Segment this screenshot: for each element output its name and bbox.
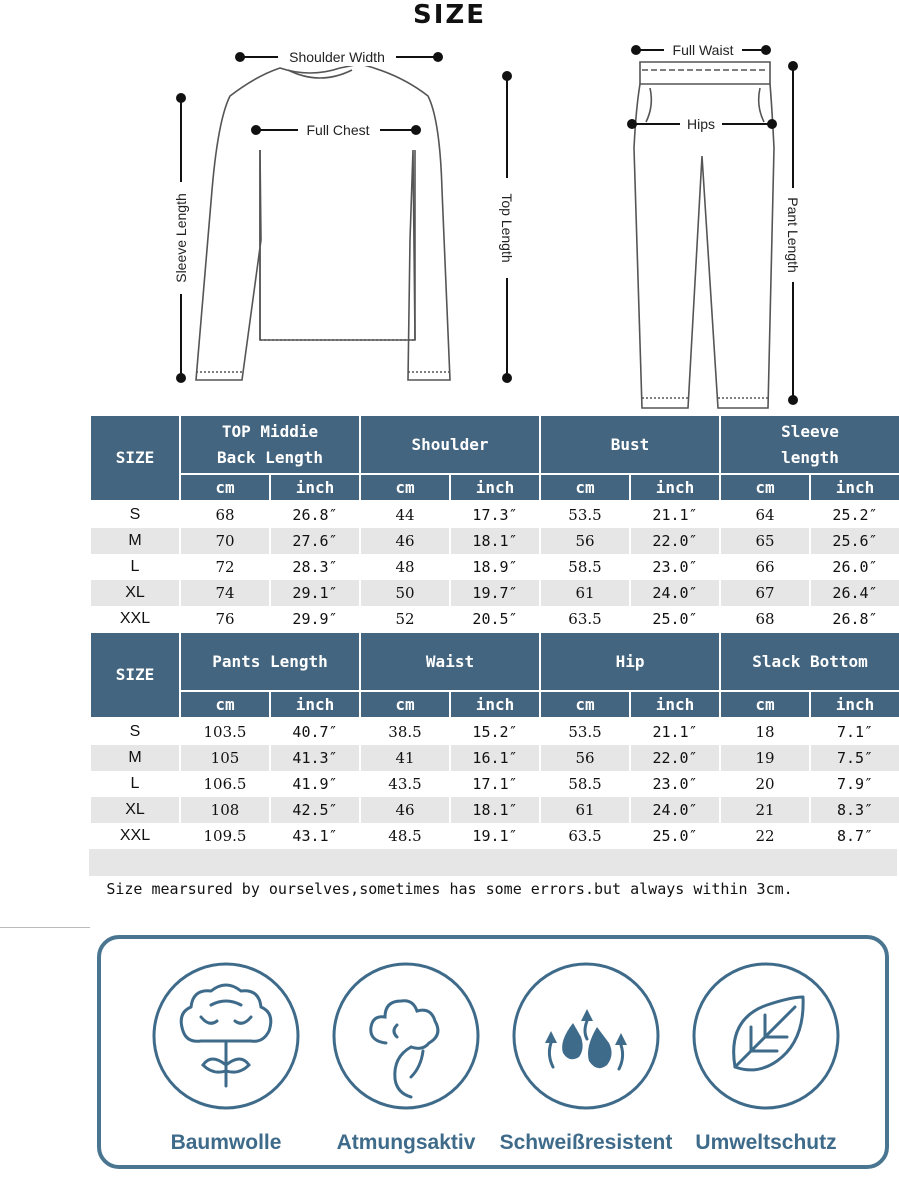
shoulder-width-marker [235,46,443,66]
waist-header: Waist [361,633,539,692]
feature-panel [97,935,889,1169]
pants-length-header: Pants Length [181,633,359,692]
top-measurement-diagram [160,40,530,400]
divider [0,927,90,928]
table-row: XXL 109.5 43.1″ 48.5 19.1″ 63.5 25.0″ 22 8.7″ [119,827,874,845]
unit-cm: cm [181,475,269,502]
top-length-marker [497,71,517,383]
feature-label: Schweißresistent [499,1131,673,1154]
table-row: S 103.5 40.7″ 38.5 15.2″ 53.5 21.1″ 18 7.1″ [129,723,874,741]
unit-inch: inch [631,475,719,502]
feature-sweat-resistant [499,961,673,1161]
pant-length-marker [783,61,803,405]
top-length-label: Top Length [499,193,515,263]
table-row: M 105 41.3″ 41 16.1″ 56 22.0″ 19 7.5″ [91,745,899,771]
unit-inch: inch [271,475,359,502]
sleeve-length-label: Sleeve Length [173,193,189,283]
unit-cm: cm [721,475,809,502]
unit-cm: cm [541,475,629,502]
hips-label: Hips [686,116,716,132]
shoulder-header: Shoulder [361,416,539,475]
unit-cm: cm [361,475,449,502]
shoulder-width-label: Shoulder Width [289,49,385,65]
full-waist-label: Full Waist [672,42,734,58]
size-header: SIZE [91,633,179,719]
bust-header: Bust [541,416,719,475]
unit-inch: inch [271,692,359,719]
unit-cm: cm [721,692,809,719]
hip-header: Hip [541,633,719,692]
table-row: L 72 28.3″ 48 18.9″ 58.5 23.0″ 66 26.0″ [130,558,878,576]
feature-label: Baumwolle [170,1131,282,1154]
table-row: L 106.5 41.9″ 43.5 17.1″ 58.5 23.0″ 20 7.9″ [130,775,874,793]
sweat-resistant-icon [511,961,661,1111]
feature-eco [691,961,841,1161]
unit-cm: cm [181,692,269,719]
table-row: S 68 26.8″ 44 17.3″ 53.5 21.1″ 64 25.2″ [129,506,878,524]
feature-label: Umweltschutz [695,1131,837,1154]
unit-cm: cm [541,692,629,719]
sleeve-length-marker [171,93,191,383]
feature-cotton [151,961,301,1161]
full-waist-marker [631,40,771,60]
hips-marker [627,114,777,134]
table-spacer-row [89,849,897,876]
unit-cm: cm [361,692,449,719]
feature-label: Atmungsaktiv [336,1131,476,1154]
unit-inch: inch [811,475,899,502]
top-size-table [89,416,899,632]
table-row: XL 108 42.5″ 46 18.1″ 61 24.0″ 21 8.3″ [91,797,899,823]
full-chest-marker [251,120,421,140]
pant-length-label: Pant Length [785,197,801,273]
unit-inch: inch [451,692,539,719]
breathable-icon [331,961,481,1111]
feature-breathable [331,961,481,1161]
top-length-header: TOP Middie Back Length [181,416,359,475]
table-row: M 70 27.6″ 46 18.1″ 56 22.0″ 65 25.6″ [91,528,899,554]
sleeve-header: Sleeve length [721,416,899,475]
full-chest-label: Full Chest [306,122,370,138]
table-row: XL 74 29.1″ 50 19.7″ 61 24.0″ 67 26.4″ [91,580,899,606]
page-title: SIZE [412,0,486,30]
slack-bottom-header: Slack Bottom [721,633,899,692]
pants-size-table [89,633,899,849]
cotton-icon [151,961,301,1111]
leaf-icon [691,961,841,1111]
unit-inch: inch [631,692,719,719]
pants-measurement-diagram [620,38,810,412]
measurement-note: Size mearsured by ourselves,sometimes has some errors.but always within 3cm. [106,880,793,898]
unit-inch: inch [811,692,899,719]
size-header: SIZE [91,416,179,502]
table-row: XXL 76 29.9″ 52 20.5″ 63.5 25.0″ 68 26.8″ [119,610,878,628]
unit-inch: inch [451,475,539,502]
